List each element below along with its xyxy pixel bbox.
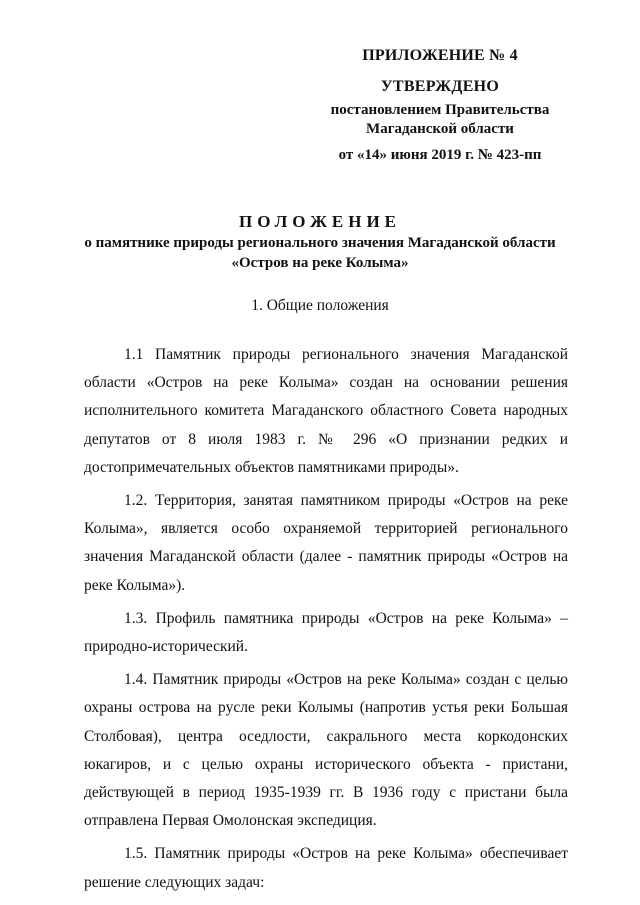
appendix-number: ПРИЛОЖЕНИЕ № 4 bbox=[362, 47, 518, 64]
body-text bbox=[84, 341, 568, 902]
document-title-block bbox=[60, 211, 580, 273]
decree-date: от «14» июня 2019 г. № 423-пп bbox=[338, 147, 542, 163]
paragraph-1-3: 1.3. Профиль памятника природы «Остров на реке Колыма» – природно-исторический. bbox=[84, 609, 568, 656]
approved-label: УТВЕРЖДЕНО bbox=[380, 78, 500, 95]
document-title: ПОЛОЖЕНИЕ bbox=[239, 212, 401, 231]
paragraph-1-1: 1.1 Памятник природы регионального значения Магаданской области «Остров на реке Колыма» создан на основании решения исполнительного комитета Магаданского областного Совета народных депутатов от 8 июля 1983 г. № 296 «О признании редких и достопримечательных объектов памятниками природы». bbox=[84, 346, 568, 476]
decree-line-1: постановлением Правительства bbox=[330, 102, 550, 118]
decree-line-2: Магаданской области bbox=[366, 121, 514, 137]
approval-stamp-block bbox=[300, 46, 580, 165]
section-heading: 1. Общие положения bbox=[251, 297, 389, 314]
paragraph-1-2: 1.2. Территория, занятая памятником природы «Остров на реке Колыма», является особо охраняемой территорией регионального значения Магаданской области (далее - памятник природы «Остров на реке Колыма»). bbox=[84, 492, 568, 594]
paragraph-1-4: 1.4. Памятник природы «Остров на реке Колыма» создан с целью охраны острова на русле реки Колымы (напротив устья реки Большая Столбовая), центра оседлости, сакрального места коркодонских юкагиров, и с целью охраны исторического объекта - пристани, действующей в период 1935-1939 гг. В 1936 году с пристани была отправлена Первая Омолонская экспедиция. bbox=[84, 671, 568, 830]
document-subtitle-line-1: о памятнике природы регионального значения Магаданской области bbox=[84, 235, 556, 251]
paragraph-1-5: 1.5. Памятник природы «Остров на реке Колыма» обеспечивает решение следующих задач: bbox=[84, 845, 568, 891]
document-subtitle-line-2: «Остров на реке Колыма» bbox=[231, 255, 409, 271]
